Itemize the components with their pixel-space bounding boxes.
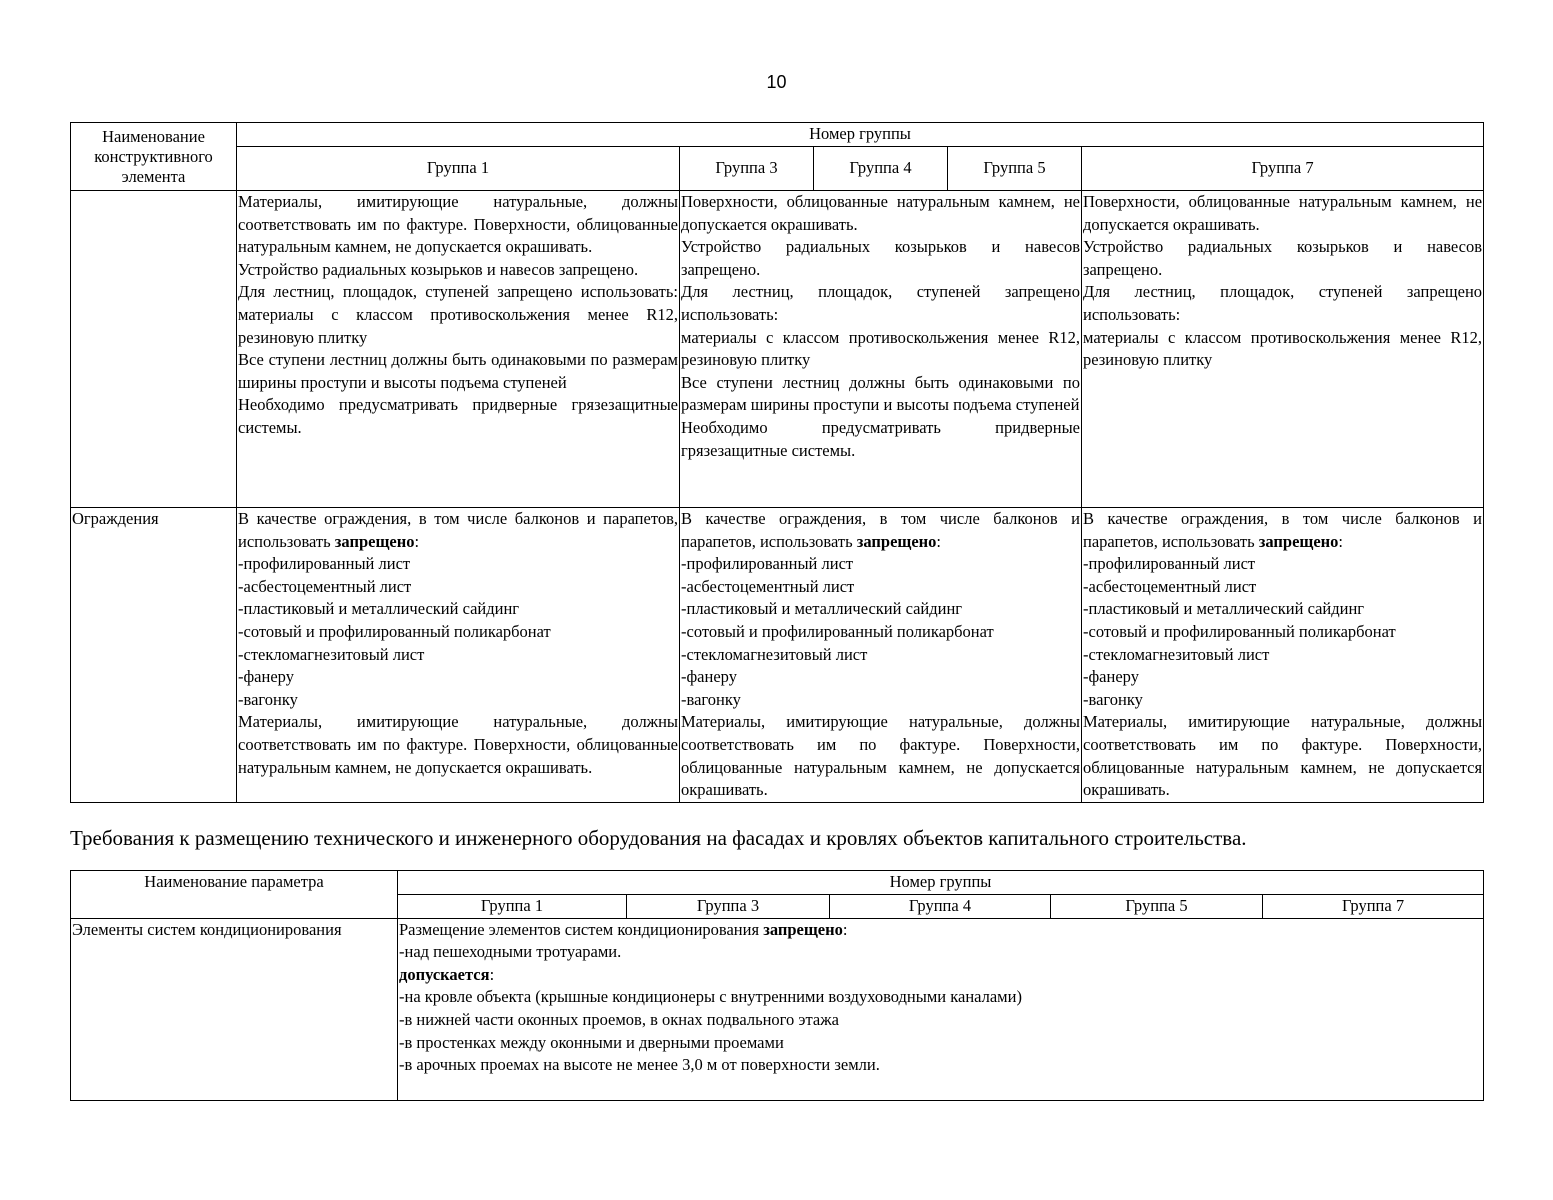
prohibited-word: запрещено bbox=[763, 919, 843, 939]
list-item: -стекломагнезитовый лист bbox=[681, 644, 868, 664]
allowed-line bbox=[399, 964, 1482, 987]
row2-group345-cell bbox=[680, 508, 1082, 803]
intro-paragraph bbox=[681, 508, 1080, 553]
list-item: -пластиковый и металлический сайдинг bbox=[1083, 599, 1365, 619]
prohibition-line bbox=[399, 919, 1482, 942]
allowed-colon: : bbox=[489, 964, 495, 984]
prohibition-colon: : bbox=[842, 919, 848, 939]
group-5-header: Группа 5 bbox=[948, 147, 1082, 191]
row2-group1-cell bbox=[237, 508, 680, 803]
list-item: -в арочных проемах на высоте не менее 3,0 м от поверхности земли. bbox=[399, 1055, 880, 1075]
list-item: -профилированный лист bbox=[238, 554, 411, 574]
list-item: -фанеру bbox=[1083, 667, 1139, 687]
group-number-header: Номер группы bbox=[237, 123, 1484, 147]
element-name-header: Наименование конструктивного элемента bbox=[71, 123, 237, 191]
list-item: -пластиковый и металлический сайдинг bbox=[238, 599, 520, 619]
list-item: -профилированный лист bbox=[1083, 554, 1256, 574]
intro-paragraph bbox=[1083, 508, 1482, 553]
group-5-header: Группа 5 bbox=[1051, 895, 1263, 919]
intro-text: В качестве ограждения, в том числе балконов и парапетов, использовать bbox=[238, 509, 678, 551]
list-item: -вагонку bbox=[681, 689, 741, 709]
list-item: -асбестоцементный лист bbox=[1083, 576, 1257, 596]
intro-paragraph bbox=[238, 508, 678, 553]
closing-paragraph: Материалы, имитирующие натуральные, должны соответствовать им по фактуре. Поверхности, облицованные натуральным камнем, не допускается окрашивать. bbox=[238, 712, 678, 777]
closing-paragraph: Материалы, имитирующие натуральные, должны соответствовать им по фактуре. Поверхности, облицованные натуральным камнем, не допускается окрашивать. bbox=[1083, 712, 1483, 800]
paragraph: Устройство радиальных козырьков и навесов запрещено. bbox=[681, 237, 1080, 279]
paragraph: Все ступени лестниц должны быть одинаковыми по размерам ширины проступи и высоты подъема ступеней bbox=[681, 372, 1080, 415]
row1-group345-cell bbox=[680, 191, 1082, 508]
section-heading: Требования к размещению технического и инженерного оборудования на фасадах и кровлях объектов капитального строительства. bbox=[70, 826, 1247, 850]
paragraph: Для лестниц, площадок, ступеней запрещено использовать: bbox=[681, 282, 1080, 324]
prohibited-word: запрещено bbox=[334, 531, 415, 551]
paragraph: Поверхности, облицованные натуральным камнем, не допускается окрашивать. bbox=[681, 192, 1080, 234]
group-1-header: Группа 1 bbox=[237, 147, 680, 191]
prohibition-text: Размещение элементов систем кондиционирования bbox=[399, 919, 764, 939]
allowed-word: допускается bbox=[399, 964, 490, 984]
prohibited-word: запрещено bbox=[1258, 531, 1339, 551]
row2-group7-cell bbox=[1082, 508, 1484, 803]
paragraph: Для лестниц, площадок, ступеней запрещено использовать: bbox=[1083, 282, 1483, 324]
group-3-header: Группа 3 bbox=[627, 895, 830, 919]
list-item: -стекломагнезитовый лист bbox=[238, 644, 425, 664]
paragraph: Устройство радиальных козырьков и навесов запрещено. bbox=[1083, 237, 1483, 279]
prohibited-word: запрещено bbox=[856, 531, 937, 551]
paragraph: Устройство радиальных козырьков и навесов запрещено. bbox=[238, 259, 639, 279]
row1-name-cell bbox=[71, 191, 237, 508]
intro-text: В качестве ограждения, в том числе балконов и парапетов, использовать bbox=[1083, 509, 1483, 551]
list-item: -пластиковый и металлический сайдинг bbox=[681, 599, 963, 619]
paragraph: Для лестниц, площадок, ступеней запрещено использовать: материалы с классом противоскольжения менее R12, резиновую плитку bbox=[238, 282, 678, 347]
intro-colon: : bbox=[936, 531, 942, 551]
list-item: -вагонку bbox=[238, 689, 298, 709]
paragraph: Материалы, имитирующие натуральные, должны соответствовать им по фактуре. Поверхности, облицованные натуральным камнем, не допускается окрашивать. bbox=[238, 192, 678, 257]
row2-name-cell: Ограждения bbox=[71, 508, 237, 803]
list-item: -сотовый и профилированный поликарбонат bbox=[238, 621, 551, 641]
list-item: -на кровле объекта (крышные кондиционеры с внутренними воздуховодными каналами) bbox=[399, 987, 1022, 1007]
paragraph: Необходимо предусматривать придверные грязезащитные системы. bbox=[681, 417, 1080, 460]
list-item: -асбестоцементный лист bbox=[681, 576, 855, 596]
row1-group1-cell bbox=[237, 191, 680, 508]
intro-text: В качестве ограждения, в том числе балконов и парапетов, использовать bbox=[681, 509, 1080, 551]
list-item: -в нижней части оконных проемов, в окнах подвального этажа bbox=[399, 1009, 839, 1029]
list-item: -стекломагнезитовый лист bbox=[1083, 644, 1270, 664]
group-1-header: Группа 1 bbox=[398, 895, 627, 919]
paragraph: Все ступени лестниц должны быть одинаковыми по размерам ширины проступи и высоты подъема ступеней bbox=[238, 350, 678, 392]
row1-group7-cell bbox=[1082, 191, 1484, 508]
equipment-placement-table bbox=[70, 870, 1484, 1101]
group-3-header: Группа 3 bbox=[680, 147, 814, 191]
group-4-header: Группа 4 bbox=[814, 147, 948, 191]
facade-elements-table bbox=[70, 122, 1484, 803]
closing-paragraph: Материалы, имитирующие натуральные, должны соответствовать им по фактуре. Поверхности, облицованные натуральным камнем, не допускается окрашивать. bbox=[681, 712, 1080, 800]
param-value-cell bbox=[398, 918, 1484, 1100]
page-number: 10 bbox=[766, 72, 787, 92]
list-item: -фанеру bbox=[681, 667, 737, 687]
paragraph: Необходимо предусматривать придверные грязезащитные системы. bbox=[238, 395, 678, 437]
list-item: -вагонку bbox=[1083, 689, 1143, 709]
list-item: -над пешеходными тротуарами. bbox=[399, 942, 622, 962]
list-item: -сотовый и профилированный поликарбонат bbox=[681, 621, 994, 641]
group-7-header: Группа 7 bbox=[1082, 147, 1484, 191]
list-item: -профилированный лист bbox=[681, 554, 854, 574]
intro-colon: : bbox=[414, 531, 420, 551]
intro-colon: : bbox=[1338, 531, 1344, 551]
group-7-header: Группа 7 bbox=[1263, 895, 1484, 919]
list-item: -асбестоцементный лист bbox=[238, 576, 412, 596]
list-item: -фанеру bbox=[238, 667, 294, 687]
paragraph: материалы с классом противоскольжения менее R12, резиновую плитку bbox=[1083, 327, 1483, 370]
param-name-cell: Элементы систем кондиционирования bbox=[71, 918, 398, 1100]
paragraph: материалы с классом противоскольжения менее R12, резиновую плитку bbox=[681, 327, 1080, 370]
list-item: -в простенках между оконными и дверными проемами bbox=[399, 1032, 784, 1052]
param-name-header: Наименование параметра bbox=[71, 871, 398, 919]
group-number-header: Номер группы bbox=[398, 871, 1484, 895]
group-4-header: Группа 4 bbox=[830, 895, 1051, 919]
paragraph: Поверхности, облицованные натуральным камнем, не допускается окрашивать. bbox=[1083, 192, 1483, 234]
list-item: -сотовый и профилированный поликарбонат bbox=[1083, 621, 1396, 641]
